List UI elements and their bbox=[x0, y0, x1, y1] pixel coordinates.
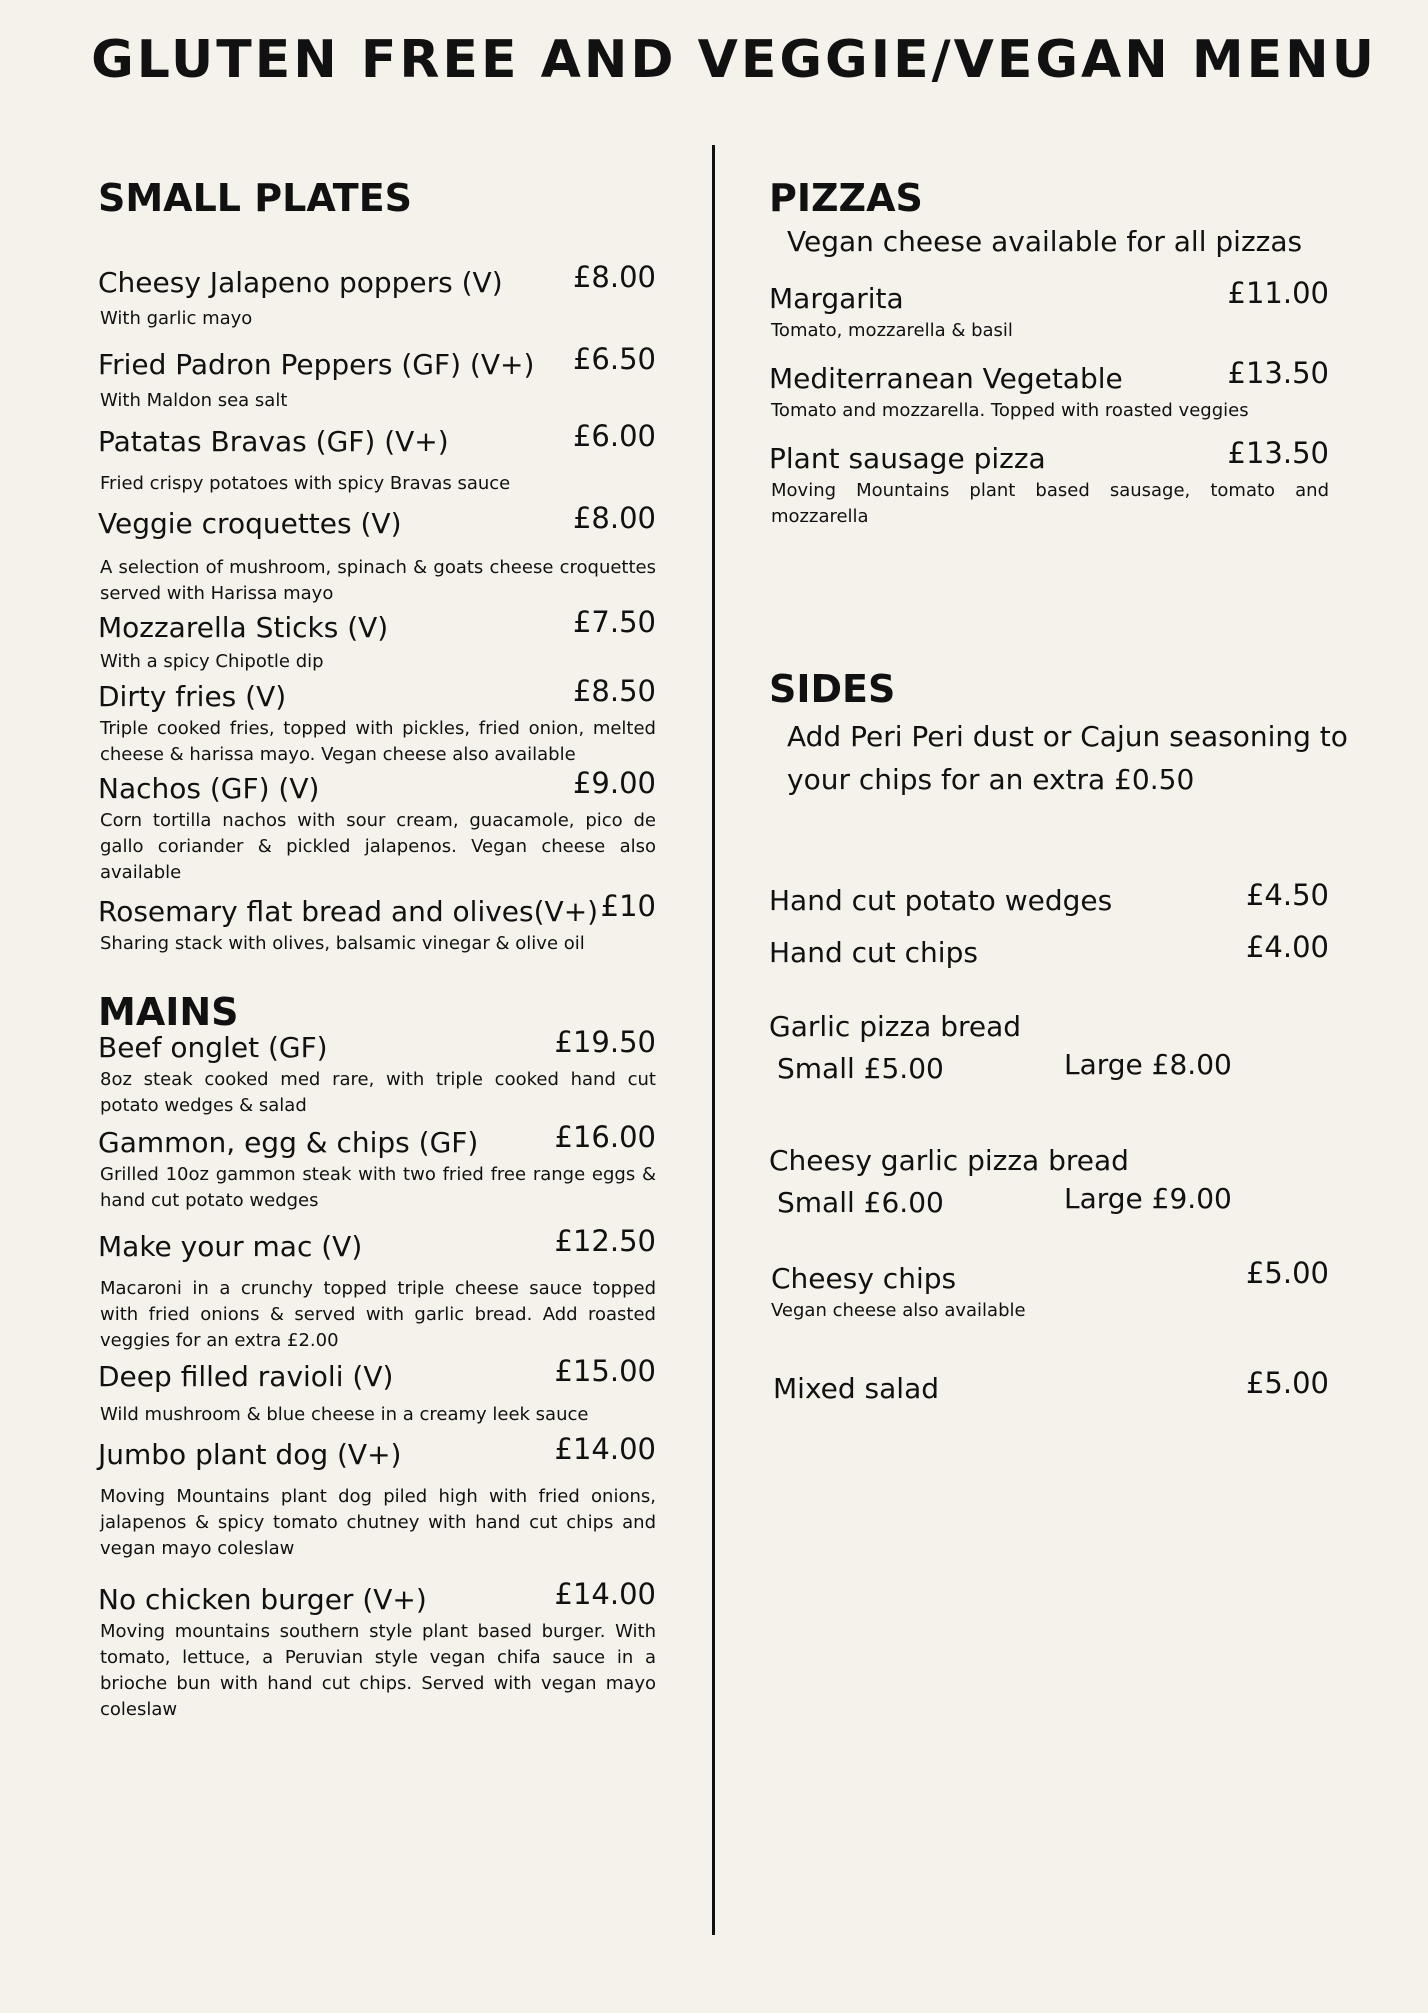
menu-item bbox=[769, 436, 1329, 530]
item-price: £12.50 bbox=[554, 1224, 656, 1258]
item-name: Veggie croquettes (V) bbox=[98, 507, 402, 540]
menu-item bbox=[769, 878, 1329, 920]
pizzas-note: Vegan cheese available for all pizzas bbox=[787, 225, 1303, 258]
item-price: £11.00 bbox=[1227, 276, 1329, 310]
item-name: Hand cut chips bbox=[769, 936, 978, 969]
item-name: Cheesy chips bbox=[771, 1262, 957, 1295]
size-small: Small £6.00 bbox=[777, 1186, 944, 1219]
menu-item bbox=[98, 501, 656, 607]
item-name: Nachos (GF) (V) bbox=[98, 772, 320, 805]
item-price: £13.50 bbox=[1227, 356, 1329, 390]
column-divider bbox=[712, 145, 715, 1935]
item-description: A selection of mushroom, spinach & goats cheese croquettes served with Harissa mayo bbox=[100, 557, 656, 604]
item-price: £4.00 bbox=[1245, 930, 1329, 964]
menu-item bbox=[769, 1144, 1329, 1220]
item-name: Hand cut potato wedges bbox=[769, 884, 1113, 917]
item-name: Fried Padron Peppers (GF) (V+) bbox=[98, 348, 535, 381]
menu-item bbox=[98, 674, 656, 768]
item-description: Vegan cheese also available bbox=[771, 1300, 1026, 1321]
item-price: £14.00 bbox=[554, 1577, 656, 1611]
menu-item bbox=[98, 1432, 656, 1562]
menu-item bbox=[769, 930, 1329, 972]
item-description: Moving mountains southern style plant based burger. With tomato, lettuce, a Peruvian style vegan chifa sauce in a brioche bun with hand cut chips. Served with vegan mayo coleslaw bbox=[100, 1621, 656, 1720]
sides-heading: SIDES bbox=[769, 667, 896, 711]
item-price: £6.50 bbox=[572, 342, 656, 376]
item-description: Tomato and mozzarella. Topped with roasted veggies bbox=[771, 400, 1249, 421]
item-price: £10 bbox=[600, 889, 656, 923]
item-description: Grilled 10oz gammon steak with two fried free range eggs & hand cut potato wedges bbox=[100, 1164, 656, 1211]
item-description: Wild mushroom & blue cheese in a creamy leek sauce bbox=[100, 1404, 589, 1425]
menu-item bbox=[98, 260, 656, 332]
menu-item bbox=[98, 889, 656, 957]
menu-item bbox=[98, 1224, 656, 1354]
item-name: Gammon, egg & chips (GF) bbox=[98, 1126, 479, 1159]
item-price: £4.50 bbox=[1245, 878, 1329, 912]
menu-item bbox=[98, 1025, 656, 1119]
item-name: Mixed salad bbox=[773, 1372, 940, 1405]
item-description: Sharing stack with olives, balsamic vinegar & olive oil bbox=[100, 933, 585, 954]
item-name: Jumbo plant dog (V+) bbox=[98, 1438, 402, 1471]
small-plates-heading: SMALL PLATES bbox=[98, 176, 413, 220]
item-description: Corn tortilla nachos with sour cream, guacamole, pico de gallo coriander & pickled jalapenos. Vegan cheese also available bbox=[100, 810, 656, 883]
menu-item bbox=[769, 1010, 1329, 1086]
menu-item bbox=[98, 605, 656, 675]
menu-item bbox=[98, 1577, 656, 1723]
item-name: Rosemary flat bread and olives(V+) bbox=[98, 895, 599, 928]
size-small: Small £5.00 bbox=[777, 1052, 944, 1085]
item-description: With a spicy Chipotle dip bbox=[100, 651, 324, 672]
menu-item bbox=[98, 766, 656, 886]
pizzas-heading: PIZZAS bbox=[769, 176, 923, 220]
sides-note: Add Peri Peri dust or Cajun seasoning to your chips for an extra £0.50 bbox=[787, 720, 1348, 796]
item-name: Mediterranean Vegetable bbox=[769, 362, 1123, 395]
item-price: £7.50 bbox=[572, 605, 656, 639]
item-price: £8.00 bbox=[572, 260, 656, 294]
item-description: Tomato, mozzarella & basil bbox=[771, 320, 1013, 341]
item-price: £8.50 bbox=[572, 674, 656, 708]
item-price: £15.00 bbox=[554, 1354, 656, 1388]
item-name: Cheesy Jalapeno poppers (V) bbox=[98, 266, 503, 299]
menu-item bbox=[98, 1354, 656, 1428]
item-price: £9.00 bbox=[572, 766, 656, 800]
item-name: No chicken burger (V+) bbox=[98, 1583, 427, 1616]
size-large: Large £9.00 bbox=[1064, 1182, 1232, 1215]
item-price: £5.00 bbox=[1245, 1366, 1329, 1400]
item-price: £19.50 bbox=[554, 1025, 656, 1059]
menu-item bbox=[98, 419, 656, 497]
menu-title: GLUTEN FREE AND VEGGIE/VEGAN MENU bbox=[91, 30, 1377, 90]
menu-item bbox=[98, 1120, 656, 1214]
menu-item bbox=[769, 1366, 1329, 1408]
menu-item bbox=[769, 276, 1329, 344]
item-name: Mozzarella Sticks (V) bbox=[98, 611, 389, 644]
item-description: 8oz steak cooked med rare, with triple cooked hand cut potato wedges & salad bbox=[100, 1069, 656, 1116]
menu-item bbox=[98, 342, 656, 414]
item-description: Fried crispy potatoes with spicy Bravas sauce bbox=[100, 473, 511, 494]
item-price: £5.00 bbox=[1245, 1256, 1329, 1290]
mains-heading: MAINS bbox=[98, 990, 239, 1034]
item-name: Margarita bbox=[769, 282, 904, 315]
item-description: With garlic mayo bbox=[100, 308, 253, 329]
item-name: Make your mac (V) bbox=[98, 1230, 363, 1263]
menu-item bbox=[769, 1256, 1329, 1324]
item-name: Deep filled ravioli (V) bbox=[98, 1360, 394, 1393]
item-description: Macaroni in a crunchy topped triple cheese sauce topped with fried onions & served with garlic bread. Add roasted veggies for an extra £2.00 bbox=[100, 1278, 656, 1351]
item-price: £16.00 bbox=[554, 1120, 656, 1154]
size-large: Large £8.00 bbox=[1064, 1048, 1232, 1081]
item-price: £14.00 bbox=[554, 1432, 656, 1466]
item-description: Triple cooked fries, topped with pickles, fried onion, melted cheese & harissa mayo. Vegan cheese also available bbox=[100, 718, 656, 765]
item-description: With Maldon sea salt bbox=[100, 390, 288, 411]
item-price: £8.00 bbox=[572, 501, 656, 535]
item-price: £6.00 bbox=[572, 419, 656, 453]
item-name: Cheesy garlic pizza bread bbox=[769, 1144, 1129, 1177]
item-description: Moving Mountains plant based sausage, tomato and mozzarella bbox=[771, 480, 1329, 527]
item-price: £13.50 bbox=[1227, 436, 1329, 470]
item-name: Garlic pizza bread bbox=[769, 1010, 1022, 1043]
menu-item bbox=[769, 356, 1329, 424]
item-description: Moving Mountains plant dog piled high with fried onions, jalapenos & spicy tomato chutney with hand cut chips and vegan mayo coleslaw bbox=[100, 1486, 656, 1559]
item-name: Plant sausage pizza bbox=[769, 442, 1046, 475]
item-name: Dirty fries (V) bbox=[98, 680, 287, 713]
item-name: Patatas Bravas (GF) (V+) bbox=[98, 425, 449, 458]
item-name: Beef onglet (GF) bbox=[98, 1031, 328, 1064]
